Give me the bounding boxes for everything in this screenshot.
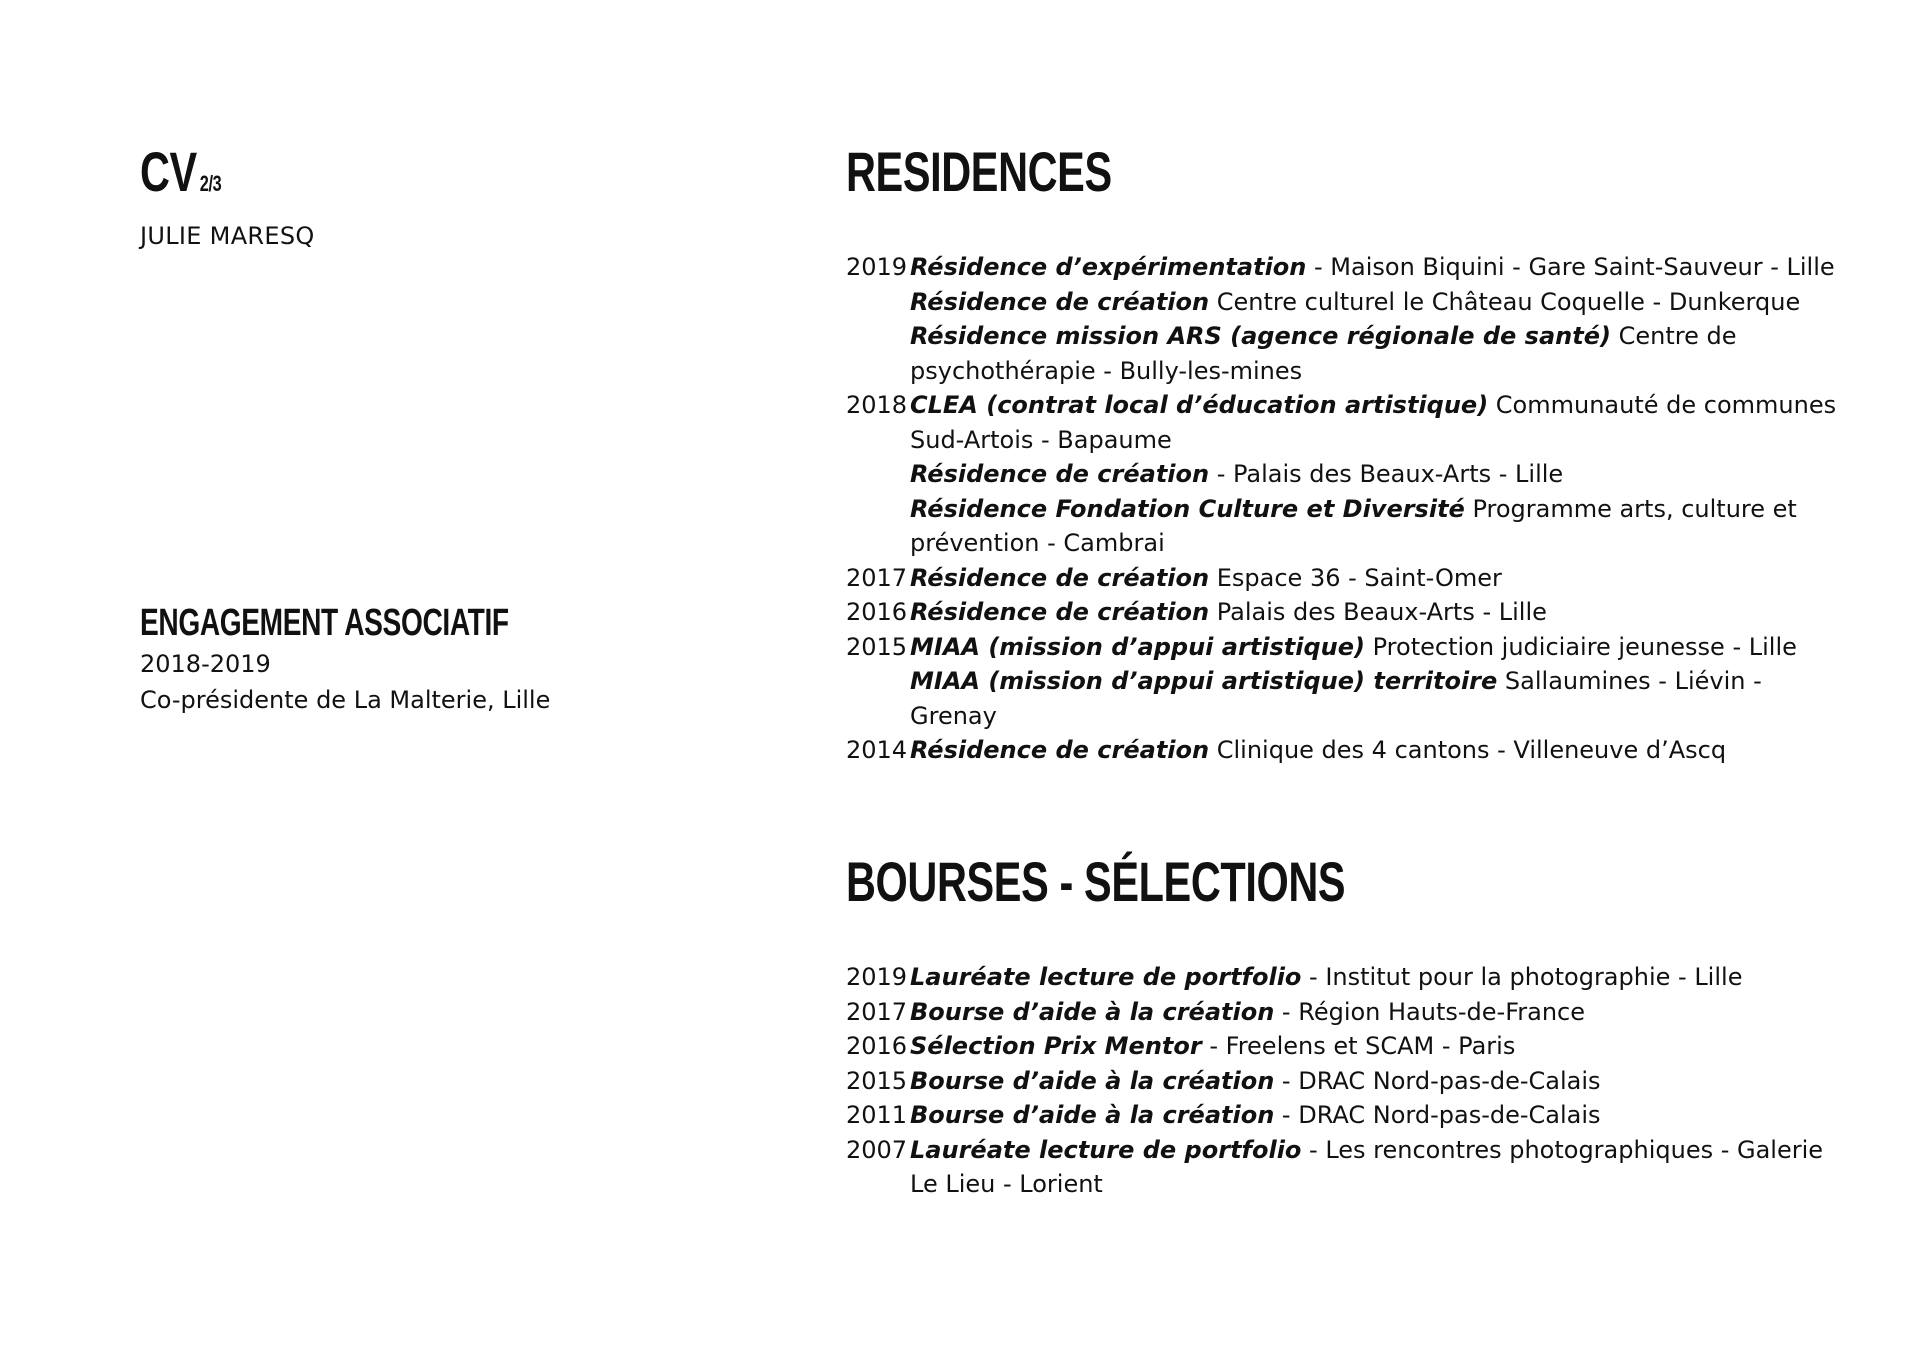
list-item	[846, 388, 1846, 457]
entry-content	[910, 1029, 1846, 1064]
list-item	[846, 285, 1846, 320]
entry-detail: Programme arts, culture et prévention - Cambrai	[910, 494, 1797, 557]
list-item	[846, 492, 1846, 561]
entry-content	[910, 995, 1846, 1030]
entry-year	[846, 492, 910, 561]
entry-title: Bourse d’aide à la création	[910, 1066, 1275, 1095]
entry-content	[910, 664, 1846, 733]
page-number: 2/3	[199, 171, 222, 196]
entry-year: 2019	[846, 253, 908, 281]
entry-title: Résidence de création	[910, 287, 1210, 316]
entry-content	[910, 492, 1846, 561]
list-item	[846, 630, 1846, 665]
bourses-heading: BOURSES - SÉLECTIONS	[846, 850, 1346, 913]
entry-content	[910, 595, 1846, 630]
list-item	[846, 1098, 1846, 1133]
entry-content	[910, 1064, 1846, 1099]
association-heading: ENGAGEMENT ASSOCIATIF	[140, 602, 509, 644]
cv-header	[140, 138, 315, 250]
entry-content	[910, 457, 1846, 492]
entry-title: Résidence de création	[910, 736, 1210, 764]
entry-title: MIAA (mission d’appui artistique)	[910, 632, 1365, 661]
list-item	[846, 995, 1846, 1030]
entry-year: 2016	[846, 1032, 908, 1060]
entry-detail: - Freelens et SCAM - Paris	[1201, 1032, 1516, 1060]
entry-title: Résidence Fondation Culture et Diversité	[910, 494, 1465, 523]
entry-title: Bourse d’aide à la création	[910, 1101, 1275, 1129]
entry-year: 2015	[846, 1066, 908, 1095]
entry-detail: - Région Hauts-de-France	[1274, 997, 1586, 1026]
entry-title: Sélection Prix Mentor	[910, 1032, 1202, 1060]
entry-detail: - DRAC Nord-pas-de-Calais	[1274, 1066, 1601, 1095]
author-name: JULIE MARESQ	[140, 222, 315, 250]
entry-content	[910, 250, 1846, 285]
entry-detail: - Maison Biquini - Gare Saint-Sauveur - Lille	[1306, 253, 1835, 281]
entry-detail: - Institut pour la photographie - Lille	[1301, 963, 1743, 991]
entry-content	[910, 630, 1846, 665]
entry-detail: Sallaumines - Liévin - Grenay	[910, 667, 1762, 730]
entry-title: Résidence de création	[910, 460, 1210, 488]
entry-detail: - Les rencontres photographiques - Galerie Le Lieu - Lorient	[910, 1135, 1824, 1198]
list-item	[846, 1133, 1846, 1202]
entry-content	[910, 1133, 1846, 1202]
entry-detail: Clinique des 4 cantons - Villeneuve d’Ascq	[1209, 736, 1727, 764]
page-title	[140, 138, 269, 218]
entry-year: 2011	[846, 1101, 908, 1129]
bourses-section	[846, 848, 1846, 1202]
entry-year: 2019	[846, 963, 908, 991]
entry-year	[846, 457, 910, 492]
entry-detail: Espace 36 - Saint-Omer	[1209, 563, 1502, 592]
entry-title: Résidence de création	[910, 563, 1210, 592]
entry-year: 2014	[846, 736, 908, 764]
entry-detail: Centre culturel le Château Coquelle - Dunkerque	[1209, 287, 1801, 316]
residences-section	[846, 138, 1846, 768]
association-years: 2018-2019	[140, 650, 271, 678]
entry-detail: Communauté de communes Sud-Artois - Bapaume	[910, 391, 1837, 454]
entry-title: Lauréate lecture de portfolio	[910, 1135, 1302, 1164]
list-item	[846, 1029, 1846, 1064]
list-item	[846, 664, 1846, 733]
entry-content	[910, 1098, 1846, 1133]
entry-content	[910, 561, 1846, 596]
list-item	[846, 1064, 1846, 1099]
residences-list	[846, 250, 1846, 768]
list-item	[846, 457, 1846, 492]
list-item	[846, 319, 1846, 388]
entry-title: CLEA (contrat local d’éducation artistique)	[910, 391, 1489, 419]
entry-title: Résidence de création	[910, 598, 1210, 626]
entry-title: Résidence mission ARS (agence régionale de santé)	[910, 322, 1611, 350]
entry-content	[910, 319, 1846, 388]
entry-title: Résidence d’expérimentation	[910, 253, 1307, 281]
entry-year: 2007	[846, 1135, 908, 1164]
list-item	[846, 250, 1846, 285]
entry-year: 2015	[846, 632, 908, 661]
entry-year	[846, 319, 910, 388]
entry-title: MIAA (mission d’appui artistique) territoire	[910, 667, 1498, 695]
list-item	[846, 595, 1846, 630]
entry-detail: Protection judiciaire jeunesse - Lille	[1365, 632, 1797, 661]
entry-content	[910, 388, 1846, 457]
entry-content	[910, 733, 1846, 768]
cv-title-text: CV	[140, 140, 197, 203]
entry-detail: Centre de psychothérapie - Bully-les-mines	[910, 322, 1737, 385]
list-item	[846, 960, 1846, 995]
entry-year: 2017	[846, 997, 908, 1026]
list-item	[846, 561, 1846, 596]
association-role: Co-présidente de La Malterie, Lille	[140, 686, 551, 714]
bourses-list	[846, 960, 1846, 1202]
entry-content	[910, 285, 1846, 320]
entry-detail: - Palais des Beaux-Arts - Lille	[1209, 460, 1564, 488]
entry-year	[846, 664, 910, 733]
entry-detail: Palais des Beaux-Arts - Lille	[1209, 598, 1547, 626]
entry-year: 2017	[846, 563, 908, 592]
entry-year	[846, 285, 910, 320]
entry-year: 2018	[846, 391, 908, 419]
entry-title: Lauréate lecture de portfolio	[910, 963, 1302, 991]
entry-year: 2016	[846, 598, 908, 626]
association-section	[140, 600, 638, 718]
entry-detail: - DRAC Nord-pas-de-Calais	[1274, 1101, 1601, 1129]
entry-content	[910, 960, 1846, 995]
residences-heading: RESIDENCES	[846, 140, 1112, 203]
list-item	[846, 733, 1846, 768]
entry-title: Bourse d’aide à la création	[910, 997, 1275, 1026]
